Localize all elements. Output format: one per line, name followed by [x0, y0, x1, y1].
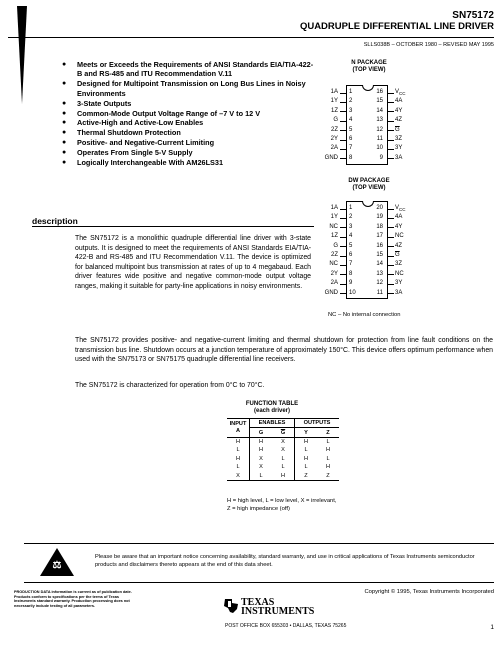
pin-label: 2Y	[330, 270, 338, 277]
pin-lead	[388, 111, 394, 112]
pin-number: 14	[376, 107, 383, 114]
function-table-legend-2: Z = high impedance (off)	[227, 506, 290, 512]
feature-item: ● Positive- and Negative-Current Limiting	[62, 138, 215, 148]
pin-lead	[340, 293, 346, 294]
pin-number: 16	[376, 89, 383, 95]
pin-label: 3A	[395, 289, 403, 296]
table-cell: L	[326, 455, 330, 462]
pin-number: 15	[376, 252, 383, 258]
pin-label: 1Y	[330, 98, 338, 105]
pin-lead	[340, 265, 346, 266]
n-package-diagram	[324, 60, 414, 74]
pin-label: 4A	[395, 98, 403, 105]
feature-item: ● Designed for Multipoint Transmission on Long Bus Lines in Noisy Environments	[62, 79, 306, 98]
table-row	[227, 463, 339, 471]
pin-lead	[340, 218, 346, 219]
pin-number: 10	[376, 145, 383, 152]
pin-number: 13	[376, 270, 383, 277]
table-cell: X	[272, 437, 295, 446]
table-cell: Z	[304, 472, 308, 479]
table-cell: X	[259, 455, 263, 462]
pin-number: 1	[349, 205, 353, 211]
table-cell: X	[227, 471, 250, 480]
function-table	[227, 418, 339, 481]
section-rule	[32, 226, 314, 227]
table-cell: L	[272, 455, 295, 463]
table-cell: H	[303, 455, 309, 462]
table-cell: L	[304, 447, 308, 454]
pin-lead	[340, 284, 346, 285]
pin-number: 13	[376, 117, 383, 124]
enable-gbar-header: $\overline{G}$	[272, 428, 295, 437]
pin-lead	[340, 274, 346, 275]
pin-lead	[388, 274, 394, 275]
table-row	[227, 455, 339, 463]
pin1-notch	[362, 201, 374, 207]
pin-lead	[340, 227, 346, 228]
pin-label: NC	[329, 261, 338, 268]
pin-label: NC	[395, 233, 404, 240]
pin-number: 18	[376, 223, 383, 230]
dw-package-subtitle: (TOP VIEW)	[352, 185, 386, 191]
function-table-subtitle: (each driver)	[253, 408, 290, 414]
pin-number: 15	[376, 98, 383, 105]
pin-lead	[388, 121, 394, 122]
pin-label: 1Z	[330, 107, 338, 114]
pin-lead	[388, 140, 394, 141]
n-package-title: N PACKAGE	[351, 60, 387, 66]
table-cell: H	[258, 447, 264, 454]
output-z-header: Z	[326, 429, 330, 436]
feature-list	[55, 60, 315, 168]
pin-label: 3Y	[395, 280, 403, 287]
page-number: 1	[490, 624, 494, 631]
table-cell: X	[272, 446, 295, 454]
function-table-legend-1: H = high level, L = low level, X = irrelevant,	[227, 498, 337, 504]
page-title: QUADRUPLE DIFFERENTIAL LINE DRIVER	[299, 21, 494, 32]
pin-number: 6	[349, 136, 353, 142]
pin-label: 2A	[330, 145, 338, 152]
feature-item: ● Logically Interchangeable With AM26LS31	[62, 158, 224, 168]
pin-label: 1A	[330, 205, 338, 211]
pin-label: 1A	[330, 89, 338, 95]
pin-number: 20	[376, 205, 383, 211]
pin-label: 4Z	[395, 242, 403, 249]
mailing-address: POST OFFICE BOX 655303 • DALLAS, TEXAS 75265	[225, 623, 347, 629]
function-table-body	[227, 437, 339, 480]
production-data-notice: PRODUCTION DATA information is current as of publication date. Products conform to specifications per the terms of Texas Instruments standard warranty. Production processing does not necessarily include testing of all parameters.	[14, 590, 132, 608]
pin-label: $\overline{G}$	[395, 252, 400, 258]
pin-number: 14	[376, 261, 383, 268]
table-cell: H	[325, 447, 331, 454]
pin-label: $V_{CC}$	[395, 89, 406, 97]
pin-label: $V_{CC}$	[395, 205, 406, 213]
pin-label: 3Z	[395, 261, 403, 268]
pin-number: 3	[349, 223, 353, 230]
table-cell: H	[227, 455, 250, 463]
pin-number: 8	[349, 270, 353, 277]
ti-state-outline-icon	[223, 598, 239, 614]
header-rule	[8, 37, 494, 38]
part-number: SN75172	[452, 10, 494, 21]
copyright: Copyright © 1995, Texas Instruments Incorporated	[364, 589, 494, 595]
pin-number: 10	[349, 289, 356, 296]
pin-number: 3	[349, 107, 353, 114]
warning-bottom-rule	[24, 582, 494, 583]
pin-lead	[388, 256, 394, 257]
pin-label: 2Y	[330, 136, 338, 142]
pin-lead	[340, 102, 346, 103]
pin-lead	[340, 93, 346, 94]
pin-number: 12	[376, 280, 383, 287]
feature-item: ● 3-State Outputs	[62, 98, 132, 108]
pin-lead	[340, 121, 346, 122]
pin-lead	[340, 111, 346, 112]
pin-number: 11	[376, 136, 383, 142]
pin-number: 1	[349, 89, 353, 95]
table-cell: H	[303, 438, 309, 445]
pin-lead	[340, 237, 346, 238]
pin-number: 12	[376, 126, 383, 133]
pin-lead	[388, 130, 394, 131]
table-cell: L	[227, 463, 250, 471]
pin-lead	[388, 158, 394, 159]
table-cell: X	[259, 464, 263, 471]
dw-package-diagram	[324, 178, 414, 192]
pin-number: 4	[349, 233, 353, 240]
section-heading: description	[32, 216, 78, 226]
pin-number: 4	[349, 117, 353, 124]
ti-logo-icon	[223, 598, 239, 614]
pin-label: 1Y	[330, 214, 338, 221]
feature-item: ● Active-High and Active-Low Enables	[62, 118, 204, 128]
pin-number: 9	[349, 280, 353, 287]
pin-label: 3A	[395, 154, 403, 161]
feature-item: ● Meets or Exceeds the Requirements of ANSI Standards EIA/TIA-422-B and RS-485 and ITU Recommendation V.11	[62, 60, 314, 79]
table-cell: L	[304, 464, 308, 471]
pin-number: 5	[349, 242, 353, 249]
n-package-subtitle: (TOP VIEW)	[352, 67, 386, 73]
black-marker-bar	[17, 6, 27, 104]
input-header: INPUT A	[227, 419, 250, 438]
pin-label: NC	[395, 270, 404, 277]
warning-notice: Please be aware that an important notice concerning availability, standard warranty, and use in critical applications of Texas Instruments semiconductor products and disclaimers thereto appears at the end of this data sheet.	[95, 554, 475, 568]
pin-lead	[388, 93, 394, 94]
pin-lead	[388, 265, 394, 266]
description-paragraph-3: The SN75172 is characterized for operation from 0°C to 70°C.	[75, 382, 265, 389]
pin-label: 2Z	[330, 126, 338, 133]
pin-label: 2Z	[330, 252, 338, 258]
document-id: SLLS038B – OCTOBER 1980 – REVISED MAY 1995	[363, 42, 494, 48]
output-y-header: Y	[304, 429, 308, 436]
pin-lead	[388, 227, 394, 228]
pin-number: 11	[376, 289, 383, 296]
table-cell: L	[326, 438, 330, 445]
warning-top-rule	[24, 543, 494, 544]
pin-number: 5	[349, 126, 353, 133]
pin-number: 6	[349, 252, 353, 258]
pin-lead	[388, 237, 394, 238]
enables-header: ENABLES	[250, 419, 295, 428]
pin-label: G	[333, 242, 338, 249]
table-row	[227, 446, 339, 454]
pin-lead	[388, 218, 394, 219]
table-cell: H	[325, 464, 331, 471]
pin-label: 3Z	[395, 136, 403, 142]
pin-lead	[388, 102, 394, 103]
table-cell: L	[227, 446, 250, 454]
pin-lead	[388, 284, 394, 285]
pin-lead	[340, 158, 346, 159]
description-paragraph-1: The SN75172 is a monolithic quadruple differential line driver with 3-state outputs. It is designed to meet the requirements of ANSI Standards EIA/TIA-422-B and RS-485 and ITU Recommendation V.11. The device is optimized for balanced multipoint bus transmission at rates of up to 4 megabaud. Each driver features wide positive and negative common-mode output voltage ranges, making it suitable for party-line applications in noisy environments.	[75, 235, 311, 290]
pin-label: 3Y	[395, 145, 403, 152]
enable-g-header: G	[258, 429, 264, 436]
pin-lead	[340, 140, 346, 141]
description-paragraph-2: The SN75172 provides positive- and negative-current limiting and thermal shutdown for protection from line fault conditions on the transmission bus line. Shutdown occurs at a junction temperature of approximately 150°C. This device offers optimum performance when used with the SN75173 or SN75175 quadruple differential line receivers.	[75, 337, 493, 364]
pin-label: 2A	[330, 280, 338, 287]
feature-item: ● Common-Mode Output Voltage Range of –7 V to 12 V	[62, 108, 261, 118]
pin-number: 19	[376, 214, 383, 221]
dw-package-title: DW PACKAGE	[348, 178, 390, 184]
pin-label: G	[333, 117, 338, 124]
pin-lead	[340, 256, 346, 257]
pin-number: 17	[376, 233, 383, 240]
pin-lead	[388, 246, 394, 247]
table-cell: L	[259, 472, 263, 479]
table-cell: H	[258, 438, 264, 445]
pin-number: 2	[349, 214, 353, 221]
pin-lead	[388, 293, 394, 294]
table-cell: L	[272, 463, 295, 471]
ti-logo-text-2: INSTRUMENTS	[241, 606, 315, 617]
pin-label: GND	[324, 154, 338, 161]
pin-lead	[388, 209, 394, 210]
pin-label: $\overline{G}$	[395, 126, 400, 133]
pin-lead	[340, 209, 346, 210]
outputs-header: OUTPUTS	[303, 420, 331, 427]
nc-note: NC – No internal connection	[328, 312, 401, 318]
table-cell: H	[227, 437, 250, 446]
pin-label: 4Z	[395, 117, 403, 124]
function-table-title: FUNCTION TABLE	[245, 401, 299, 407]
table-row	[227, 471, 339, 480]
pin-lead	[340, 130, 346, 131]
pin-number: 16	[376, 242, 383, 249]
pin-lead	[340, 246, 346, 247]
pin-number: 9	[379, 154, 383, 161]
pin-label: 1Z	[330, 233, 338, 240]
pin-number: 7	[349, 261, 353, 268]
pin1-notch	[362, 85, 374, 91]
feature-item: ● Operates From Single 5-V Supply	[62, 148, 193, 158]
pin-label: 4Y	[395, 107, 403, 114]
pin-number: 8	[349, 154, 353, 161]
pin-number: 7	[349, 145, 353, 152]
table-cell: Z	[326, 472, 330, 479]
scales-icon: ⚖	[52, 560, 62, 571]
pin-label: 4A	[395, 214, 403, 221]
pin-label: NC	[329, 223, 338, 230]
pin-lead	[388, 149, 394, 150]
pin-number: 2	[349, 98, 353, 105]
feature-item: ● Thermal Shutdown Protection	[62, 128, 181, 138]
pin-label: GND	[324, 289, 338, 296]
pin-label: 4Y	[395, 223, 403, 230]
table-cell: H	[272, 471, 295, 480]
ti-logo-text-1: TEXAS	[241, 597, 275, 608]
pin-lead	[340, 149, 346, 150]
table-row	[227, 437, 339, 446]
